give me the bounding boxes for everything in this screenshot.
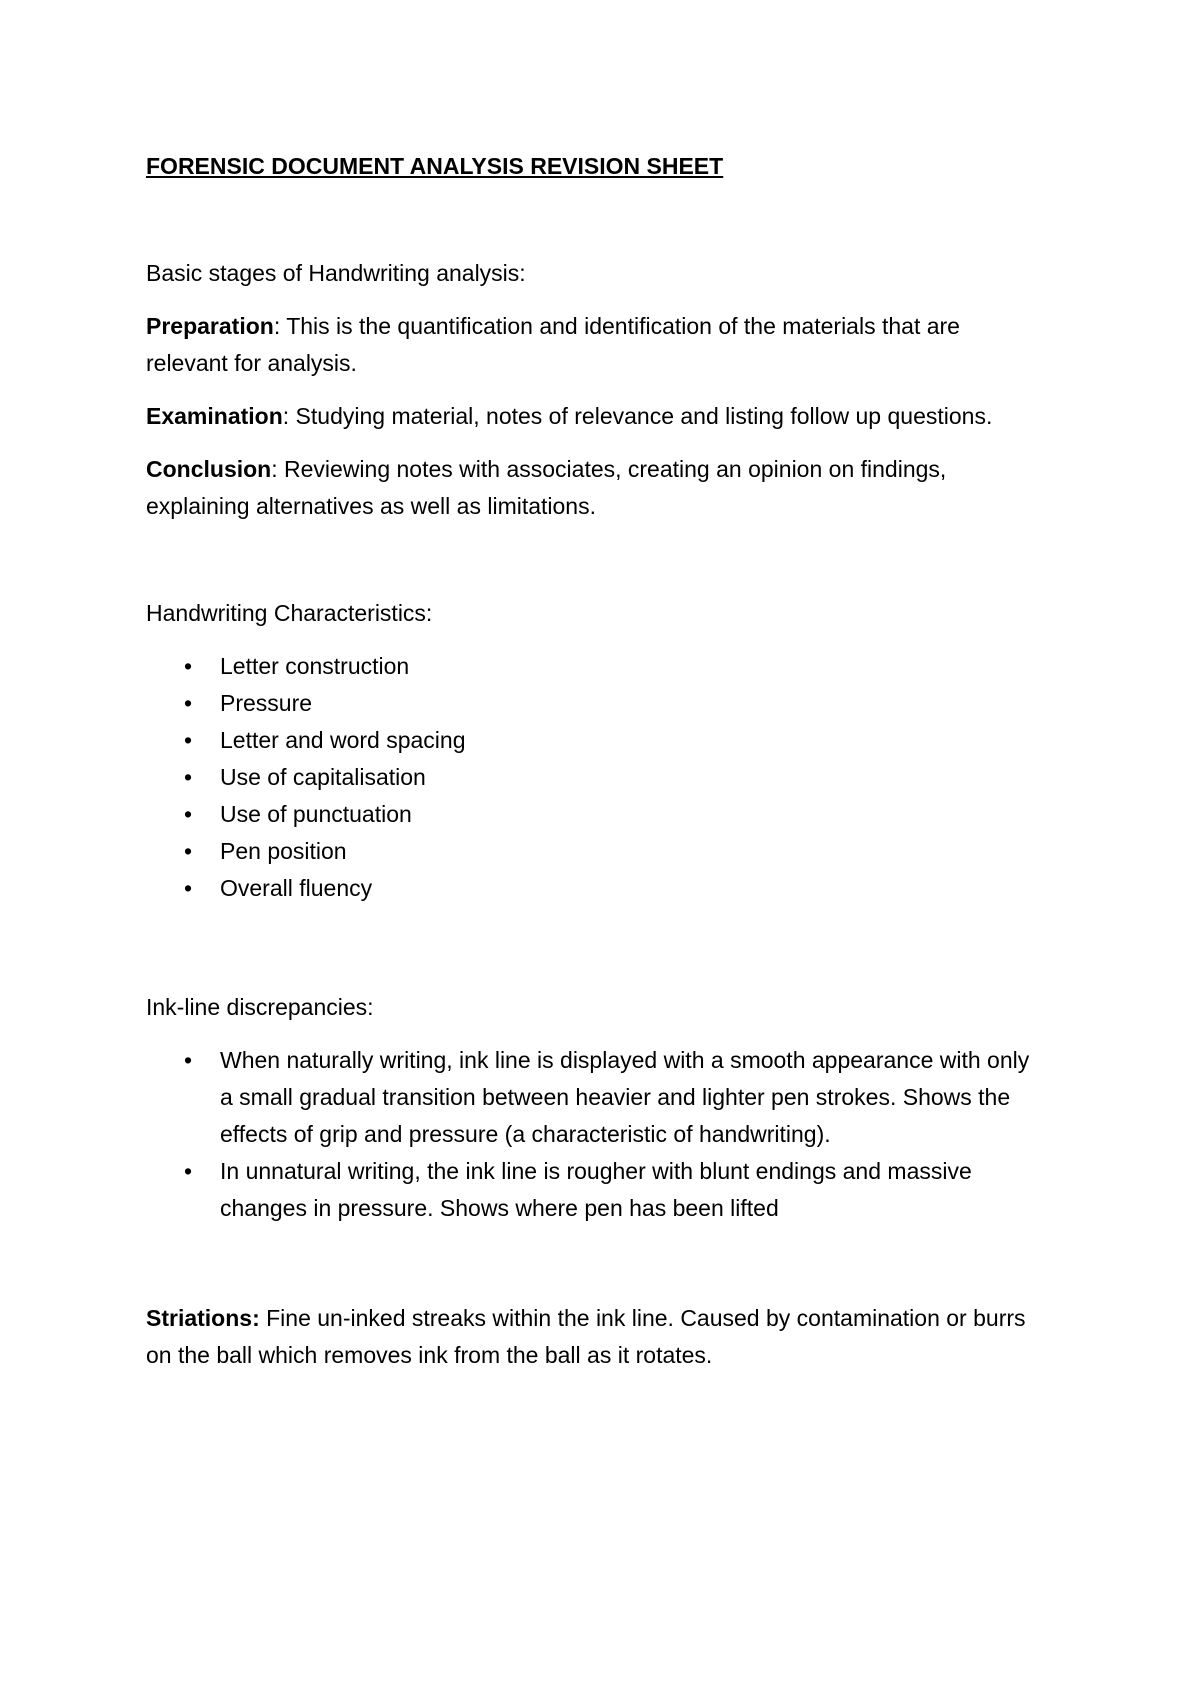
striations-paragraph: [146, 1300, 1046, 1374]
document-title: FORENSIC DOCUMENT ANALYSIS REVISION SHEET: [146, 153, 724, 179]
characteristics-list: [146, 648, 1046, 907]
bullet-icon: •: [184, 1047, 193, 1073]
stages-heading: Basic stages of Handwriting analysis:: [146, 260, 526, 286]
stage-text: : Studying material, notes of relevance and listing follow up questions.: [282, 403, 993, 429]
stage-text: : Reviewing notes with associates, creating an opinion on findings, explaining alternatives as well as limitations.: [146, 456, 947, 519]
list-item: • Use of capitalisation: [146, 759, 1046, 796]
list-item: • Letter and word spacing: [146, 722, 1046, 759]
list-item: • Pressure: [146, 685, 1046, 722]
stage-text: : This is the quantification and identification of the materials that are relevant for analysis.: [146, 313, 960, 376]
bullet-icon: •: [184, 838, 193, 864]
bullet-icon: •: [184, 764, 193, 790]
striations-label: Striations:: [146, 1305, 260, 1331]
list-item: • Overall fluency: [146, 870, 1046, 907]
document-page: [146, 148, 1046, 1374]
stage-label: Examination: [146, 403, 283, 429]
ink-list: [146, 1042, 1046, 1227]
bullet-icon: •: [184, 727, 193, 753]
ink-heading: Ink-line discrepancies:: [146, 994, 374, 1020]
list-item: • In unnatural writing, the ink line is rougher with blunt endings and massive changes in pressure. Shows where pen has been lifted: [146, 1153, 1046, 1227]
list-item: • Use of punctuation: [146, 796, 1046, 833]
stage-label: Preparation: [146, 313, 274, 339]
list-item: • Letter construction: [146, 648, 1046, 685]
bullet-icon: •: [184, 1158, 193, 1184]
bullet-icon: •: [184, 690, 193, 716]
bullet-icon: •: [184, 653, 193, 679]
stage-preparation: [146, 308, 1046, 382]
striations-text: Fine un-inked streaks within the ink line. Caused by contamination or burrs on the ball which removes ink from the ball as it rotates.: [146, 1305, 1026, 1368]
bullet-icon: •: [184, 875, 193, 901]
stage-examination: [146, 398, 1046, 435]
stage-label: Conclusion: [146, 456, 272, 482]
list-item: • Pen position: [146, 833, 1046, 870]
characteristics-heading: Handwriting Characteristics:: [146, 600, 433, 626]
bullet-icon: •: [184, 801, 193, 827]
stage-conclusion: [146, 451, 1046, 525]
list-item: • When naturally writing, ink line is displayed with a smooth appearance with only a small gradual transition between heavier and lighter pen strokes. Shows the effects of grip and pressure (a characteristic of handwriting).: [146, 1042, 1046, 1153]
